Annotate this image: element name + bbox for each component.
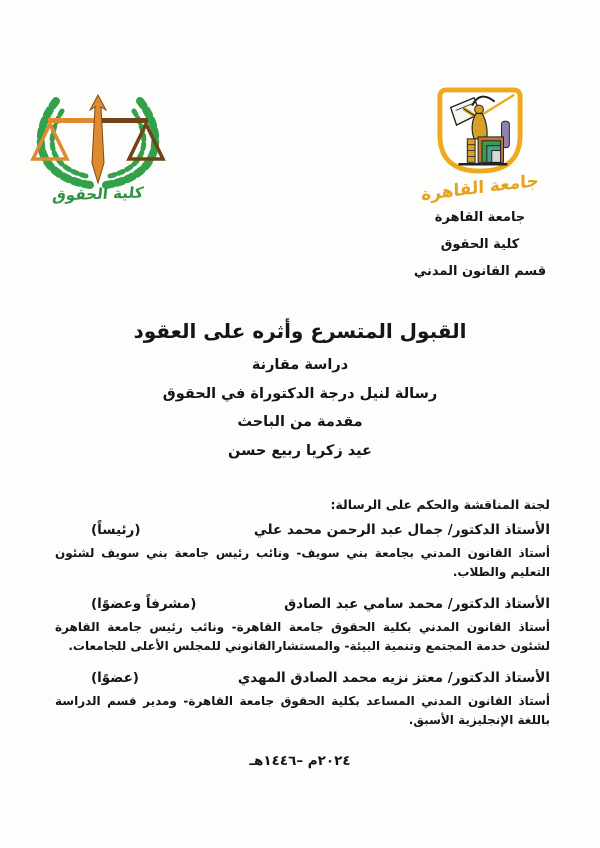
member-name: الأستاذ الدكتور/ جمال عبد الرحمن محمد علي bbox=[253, 522, 550, 538]
submitted-line: مقدمة من الباحث bbox=[237, 414, 363, 430]
member-name: الأستاذ الدكتور/ محمد سامي عبد الصادق bbox=[284, 596, 550, 612]
cairo-university-emblem-icon bbox=[431, 86, 529, 176]
faculty-of-law-logo bbox=[24, 93, 172, 203]
author-name: عيد زكريا ربيع حسن bbox=[228, 442, 372, 459]
title-block bbox=[0, 318, 600, 460]
faculty-name: كلية الحقوق bbox=[440, 237, 520, 252]
member-description: أستاذ القانون المدني المساعد بكلية الحقوق جامعة القاهرة- ومدير قسم الدراسة باللغة الإنجليزية الأسبق. bbox=[55, 694, 550, 727]
committee-heading: لجنة المناقشة والحكم على الرسالة: bbox=[330, 497, 550, 512]
scales-of-justice-icon bbox=[24, 93, 172, 189]
member-name: الأستاذ الدكتور/ معتز نزيه محمد الصادق المهدي bbox=[237, 670, 550, 686]
department-name: قسم القانون المدني bbox=[413, 264, 547, 279]
study-type: دراسة مقارنة bbox=[251, 357, 349, 373]
member-role: (مشرفاً وعضوًا) bbox=[91, 596, 197, 612]
cairo-university-logo bbox=[418, 86, 542, 206]
member-role: (عضوًا) bbox=[91, 670, 139, 686]
committee-section bbox=[55, 497, 550, 730]
member-role: (رئيساً) bbox=[91, 522, 141, 538]
university-name: جامعة القاهرة bbox=[434, 210, 526, 225]
member-description: أستاذ القانون المدني بكلية الحقوق جامعة القاهرة- ونائب رئيس جامعة القاهرة لشئون خدمة المجتمع وتنمية البيئة- والمستشارالقانوني للمجلس الأعلى للجامعات. bbox=[55, 620, 550, 653]
committee-member-row bbox=[55, 669, 550, 688]
date-line: ٢٠٢٤م –١٤٤٦هـ bbox=[249, 753, 351, 769]
degree-line: رسالة لنيل درجة الدكتوراة في الحقوق bbox=[162, 385, 438, 402]
committee-member-row bbox=[55, 521, 550, 540]
thesis-title: القبول المتسرع وأثره على العقود bbox=[133, 319, 467, 343]
committee-member-row bbox=[55, 595, 550, 614]
faculty-logo-caption: كلية الحقوق bbox=[51, 183, 145, 205]
university-logo-calligraphy: جامعة القاهرة bbox=[421, 170, 539, 206]
institution-block bbox=[395, 209, 565, 290]
member-description: أستاذ القانون المدني بجامعة بني سويف- ونائب رئيس جامعة بني سويف لشئون التعليم والطلاب. bbox=[55, 546, 550, 579]
